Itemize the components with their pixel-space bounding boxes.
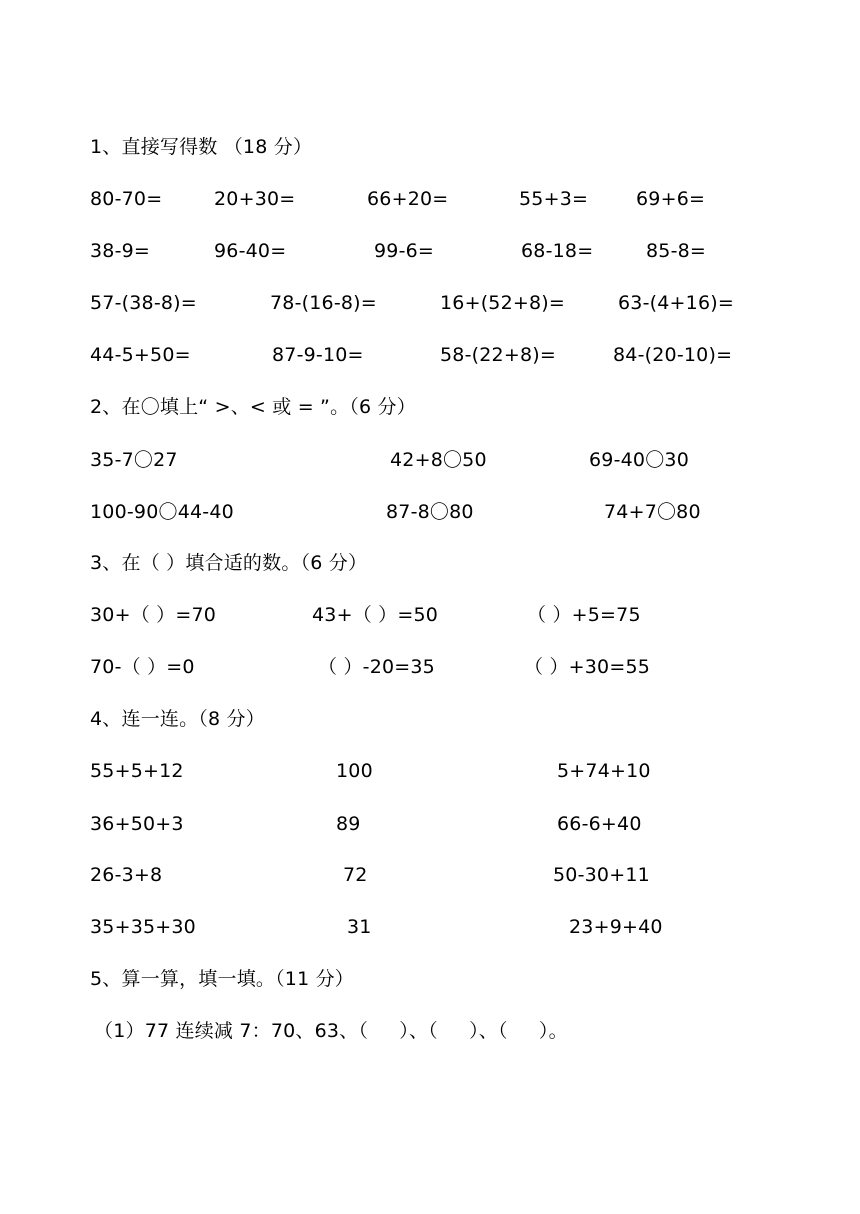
section-1-row-1 xyxy=(0,185,860,213)
match-middle-number: 72 xyxy=(343,864,368,886)
section-5-title: 5、算一算，填一填。（11 分） xyxy=(90,968,355,990)
problem: 80-70= xyxy=(90,188,163,210)
section-1-title: 1、直接写得数 （18 分） xyxy=(90,136,313,158)
match-right-expression: 5+74+10 xyxy=(557,760,651,782)
section-5-heading-line xyxy=(0,965,860,993)
problem: 78-(16-8)= xyxy=(270,292,377,314)
problem: 58-(22+8)= xyxy=(440,344,556,366)
problem: 99-6= xyxy=(374,240,435,262)
fill-in-problem: （ ）+30=55 xyxy=(524,656,651,678)
section-3-row-1 xyxy=(0,601,860,629)
section-1-row-3 xyxy=(0,289,860,317)
comparison-problem: 87-8〇80 xyxy=(386,501,474,523)
problem: 55+3= xyxy=(519,188,589,210)
section-4-heading-line xyxy=(0,705,860,733)
section-4-row-1 xyxy=(0,757,860,785)
section-3-heading-line xyxy=(0,549,860,577)
comparison-problem: 35-7〇27 xyxy=(90,449,178,471)
section-2-row-1 xyxy=(0,446,860,474)
fill-in-problem: （ ）+5=75 xyxy=(527,604,641,626)
problem: 66+20= xyxy=(367,188,449,210)
match-right-expression: 66-6+40 xyxy=(557,813,642,835)
section-2-title: 2、在〇填上“ >、< 或 = ”。（6 分） xyxy=(90,396,416,418)
section-1-row-4 xyxy=(0,341,860,369)
problem: 69+6= xyxy=(636,188,706,210)
problem: 96-40= xyxy=(214,240,287,262)
problem: 68-18= xyxy=(521,240,594,262)
section-5-item-1 xyxy=(0,1017,860,1045)
match-left-expression: 26-3+8 xyxy=(90,864,163,886)
match-middle-number: 100 xyxy=(336,760,373,782)
match-left-expression: 36+50+3 xyxy=(90,813,184,835)
fill-in-problem: 30+（ ）=70 xyxy=(90,604,217,626)
problem: 85-8= xyxy=(646,240,707,262)
fill-in-problem: 70-（ ）=0 xyxy=(90,656,195,678)
comparison-problem: 74+7〇80 xyxy=(604,501,701,523)
match-right-expression: 50-30+11 xyxy=(553,864,650,886)
problem: 87-9-10= xyxy=(272,344,364,366)
comparison-problem: 69-40〇30 xyxy=(589,449,689,471)
comparison-problem: 42+8〇50 xyxy=(390,449,487,471)
section-4-row-3 xyxy=(0,861,860,889)
match-right-expression: 23+9+40 xyxy=(569,916,663,938)
fill-in-problem: 43+（ ）=50 xyxy=(312,604,439,626)
problem: 57-(38-8)= xyxy=(90,292,197,314)
match-middle-number: 31 xyxy=(347,916,372,938)
section-3-title: 3、在（ ）填合适的数。（6 分） xyxy=(90,552,368,574)
problem: 84-(20-10)= xyxy=(613,344,733,366)
section-2-row-2 xyxy=(0,498,860,526)
problem: 16+(52+8)= xyxy=(440,292,566,314)
match-left-expression: 55+5+12 xyxy=(90,760,184,782)
match-middle-number: 89 xyxy=(336,813,361,835)
problem: 63-(4+16)= xyxy=(618,292,734,314)
problem: 20+30= xyxy=(214,188,296,210)
section-3-row-2 xyxy=(0,653,860,681)
section-4-title: 4、连一连。（8 分） xyxy=(90,708,265,730)
section-2-heading-line xyxy=(0,393,860,421)
section-1-row-2 xyxy=(0,237,860,265)
match-left-expression: 35+35+30 xyxy=(90,916,196,938)
problem: 44-5+50= xyxy=(90,344,191,366)
section-4-row-2 xyxy=(0,810,860,838)
section-1-heading-line xyxy=(0,133,860,161)
comparison-problem: 100-90〇44-40 xyxy=(90,501,234,523)
fill-in-problem: （ ）-20=35 xyxy=(318,656,435,678)
problem: 38-9= xyxy=(90,240,151,262)
section-4-row-4 xyxy=(0,913,860,941)
sequence-problem: （1）77 连续减 7：70、63、（ ）、（ ）、（ ）。 xyxy=(94,1020,568,1042)
